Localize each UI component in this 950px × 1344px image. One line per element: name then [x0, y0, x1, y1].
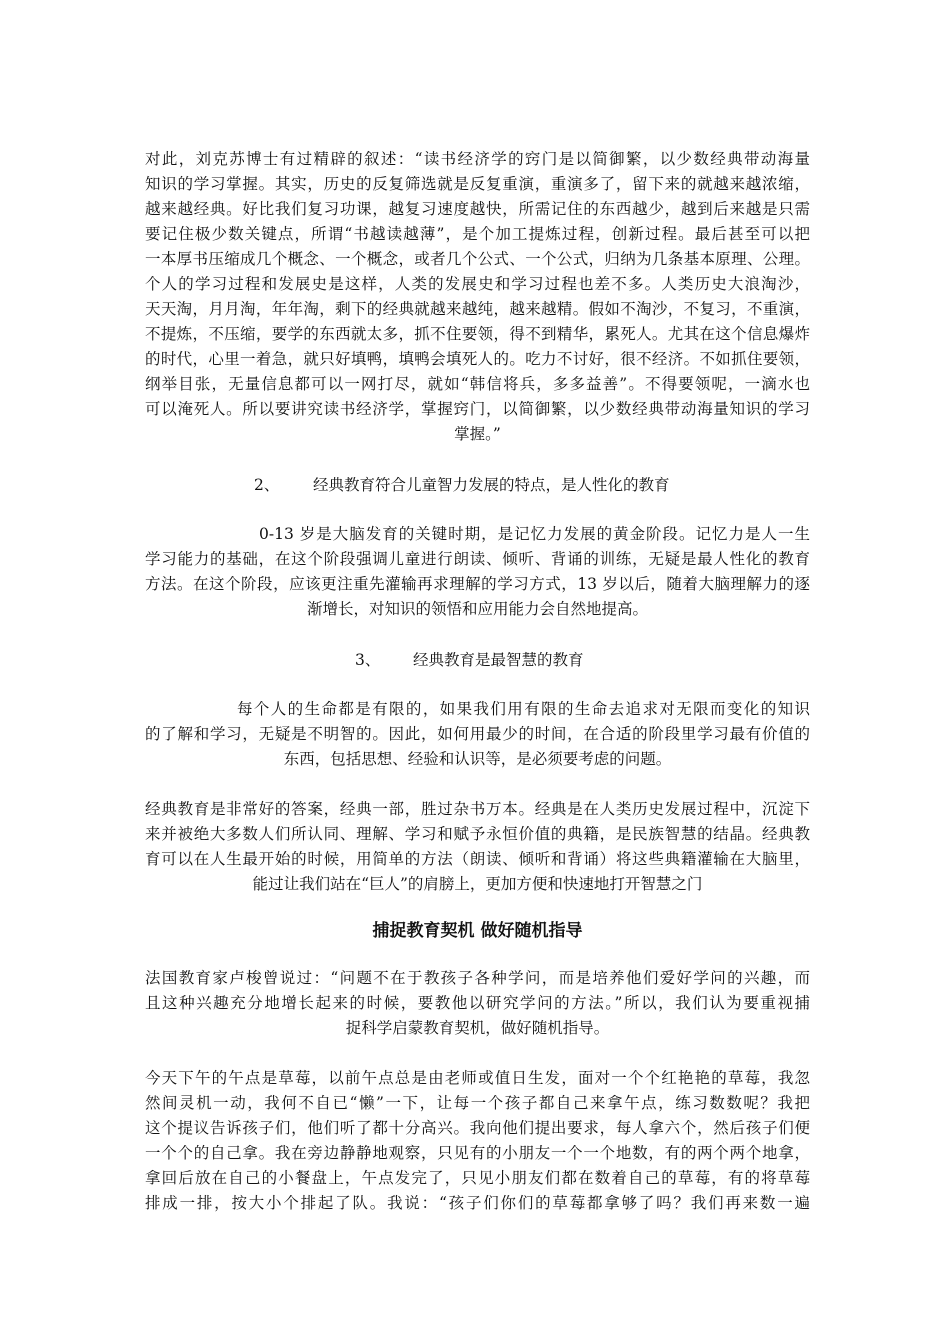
text-line: 这个提议告诉孩子们，他们听了都十分高兴。我向他们提出要求，每人拿六个，然后孩子们便: [145, 1119, 810, 1137]
text-line: 拿回后放在自己的小餐盘上，午点发完了，只见小朋友们都在数着自己的草莓，有的将草莓: [145, 1169, 810, 1187]
text-line: 纲举目张，无量信息都可以一网打尽，就如“韩信将兵，多多益善”。不得要领呢，一滴水也: [145, 375, 810, 393]
text-line: 捉科学启蒙教育契机，做好随机指导。: [345, 1019, 610, 1037]
heading-text: 经典教育是最智慧的教育: [413, 651, 584, 669]
text-line: 方法。在这个阶段，应该更注重先灌输再求理解的学习方式，13 岁以后，随着大脑理解力的逐: [145, 575, 810, 593]
text-line: 今天下午的午点是草莓，以前午点总是由老师或值日生发，面对一个个红艳艳的草莓，我忽: [145, 1069, 810, 1087]
text-line: 要记住极少数关键点，所谓“书越读越薄”，是个加工提炼过程，创新过程。最后甚至可以把: [145, 225, 810, 243]
text-line: 一个个的自己拿。我在旁边静静地观察，只见有的小朋友一个一个地数，有的两个两个地拿，: [145, 1144, 810, 1162]
heading-number: 3、: [355, 651, 381, 669]
text-line: 来并被绝大多数人们所认同、理解、学习和赋予永恒价值的典籍，是民族智慧的结晶。经典教: [145, 825, 810, 843]
text-line: 每个人的生命都是有限的，如果我们用有限的生命去追求对无限而变化的知识: [237, 700, 810, 718]
text-line: 法国教育家卢梭曾说过：“问题不在于教孩子各种学问，而是培养他们爱好学问的兴趣，而: [145, 969, 810, 987]
text-line: 天天淘，月月淘，年年淘，剩下的经典就越来越纯，越来越精。假如不淘沙，不复习，不重演，: [145, 300, 810, 318]
text-line: 然间灵机一动，我何不自已“懒”一下，让每一个孩子都自己来拿午点，练习数数呢？我把: [145, 1094, 810, 1112]
text-line: 越来越经典。好比我们复习功课，越复习速度越快，所需记住的东西越少，越到后来越是只需: [145, 200, 810, 218]
article-title: 捕捉教育契机 做好随机指导: [372, 921, 583, 941]
text-line: 掌握。”: [454, 425, 501, 443]
text-line: 0-13 岁是大脑发育的关键时期，是记忆力发展的黄金阶段。记忆力是人一生: [259, 525, 810, 543]
text-line: 一本厚书压缩成几个概念、一个概念，或者几个公式、一个公式，归纳为几条基本原理、公理。: [145, 250, 810, 268]
text-line: 东西，包括思想、经验和认识等，是必须要考虑的问题。: [283, 750, 672, 768]
text-line: 的时代，心里一着急，就只好填鸭，填鸭会填死人的。吃力不讨好，很不经济。不如抓住要领，: [145, 350, 810, 368]
heading-text: 经典教育符合儿童智力发展的特点，是人性化的教育: [313, 476, 670, 494]
text-line: 经典教育是非常好的答案，经典一部，胜过杂书万本。经典是在人类历史发展过程中，沉淀下: [145, 800, 810, 818]
text-line: 可以淹死人。所以要讲究读书经济学，掌握窍门，以简御繁，以少数经典带动海量知识的学习: [145, 400, 810, 418]
text-line: 对此，刘克苏博士有过精辟的叙述：“读书经济学的窍门是以简御繁，以少数经典带动海量: [145, 150, 810, 168]
heading-number: 2、: [254, 476, 280, 494]
text-line: 不提炼，不压缩，要学的东西就太多，抓不住要领，得不到精华，累死人。尤其在这个信息爆炸: [145, 325, 810, 343]
text-line: 个人的学习过程和发展史是这样，人类的发展史和学习过程也差不多。人类历史大浪淘沙，: [145, 275, 810, 293]
text-line: 育可以在人生最开始的时候，用简单的方法（朗读、倾听和背诵）将这些典籍灌输在大脑里，: [145, 850, 810, 868]
text-line: 且这种兴趣充分地增长起来的时候，要教他以研究学问的方法。”所以，我们认为要重视捕: [145, 994, 810, 1012]
text-line: 能过让我们站在“巨人”的肩膀上，更加方便和快速地打开智慧之门: [252, 875, 703, 893]
text-line: 的了解和学习，无疑是不明智的。因此，如何用最少的时间，在合适的阶段里学习最有价值的: [145, 725, 810, 743]
text-line: 知识的学习掌握。其实，历史的反复筛选就是反复重演，重演多了，留下来的就越来越浓缩，: [145, 175, 810, 193]
text-line: 渐增长，对知识的领悟和应用能力会自然地提高。: [306, 600, 648, 618]
text-line: 排成一排，按大小个排起了队。我说：“孩子们你们的草莓都拿够了吗？我们再来数一遍: [145, 1194, 810, 1212]
text-line: 学习能力的基础，在这个阶段强调儿童进行朗读、倾听、背诵的训练，无疑是最人性化的教育: [145, 550, 810, 568]
